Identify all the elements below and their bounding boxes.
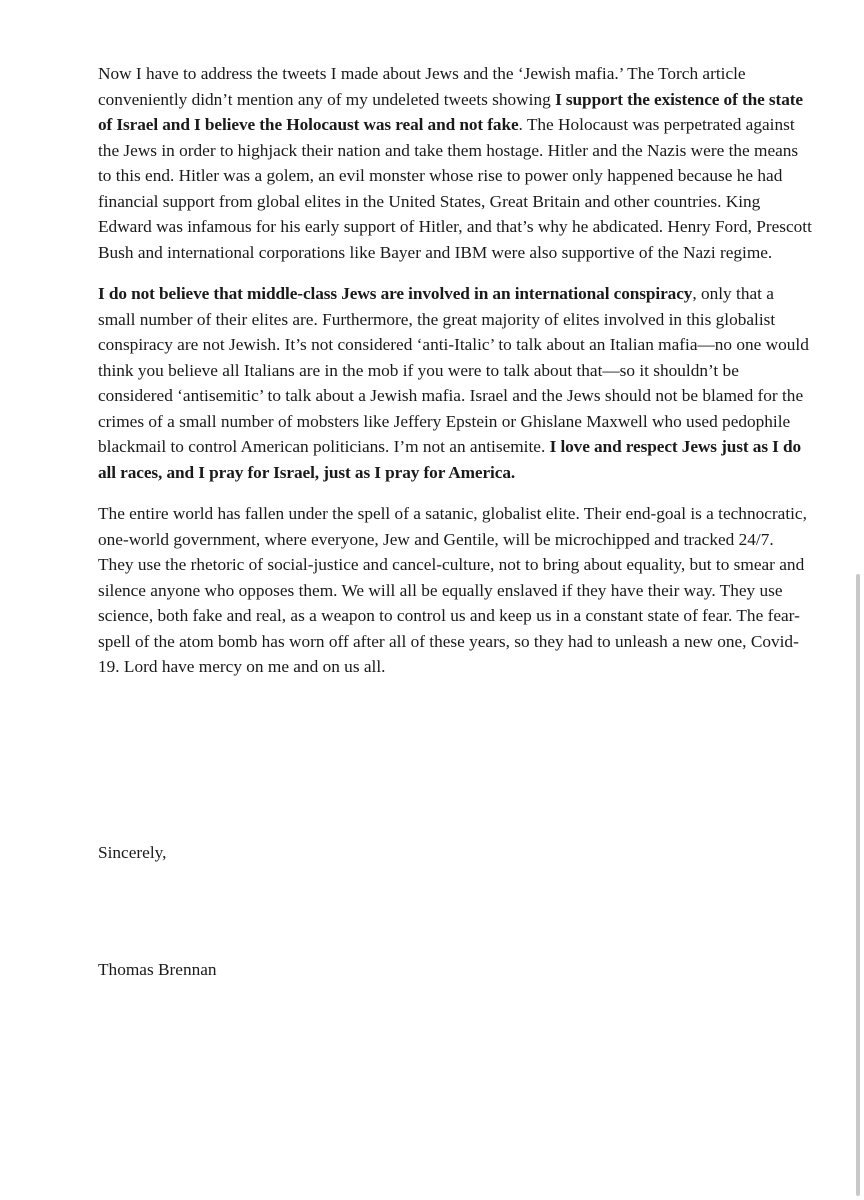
letter-body — [98, 61, 812, 696]
paragraph-1-text: Now I have to address the tweets I made about Jews and the ‘Jewish mafia.’ The Torch article conveniently didn’t mention any of my undeleted tweets showing — [98, 64, 746, 109]
paragraph-1-bold-statement: I support the existence of the state of Israel and I believe the Holocaust was real and not fake — [98, 89, 803, 134]
paragraph-3-text: The entire world has fallen under the spell of a satanic, globalist elite. Their end-goal is a technocratic, one-world government, where everyone, Jew and Gentile, will be microchipped and tracked 24/7. They use the rhetoric of social-justice and cancel-culture, not to bring about equality, but to smear and silence anyone who opposes them. We will all be equally enslaved if they have their way. They use science, both fake and real, as a weapon to control us and keep us in a constant state of fear. The fear-spell of the atom bomb has worn off after all of these years, so they had to unleash a new one, Covid-19. Lord have mercy on me and on us all. — [98, 504, 807, 676]
paragraph-globalist — [98, 501, 812, 680]
closing-salutation: Sincerely, — [98, 843, 167, 862]
paragraph-conspiracy — [98, 281, 812, 485]
paragraph-tweets — [98, 61, 812, 265]
paragraph-2-bold-opening: I do not believe that middle-class Jews are involved in an international conspiracy — [98, 284, 693, 303]
signature-name: Thomas Brennan — [98, 960, 217, 979]
paragraph-2-text: , only that a small number of their elites are. Furthermore, the great majority of elites involved in this globalist conspiracy are not Jewish. It’s not considered ‘anti-Italic’ to talk about an Italian mafia—no one would think you believe all Italians are in the mob if you were to talk about that—so it shouldn’t be considered ‘antisemitic’ to talk about a Jewish mafia. Israel and the Jews should not be blamed for the crimes of a small number of mobsters like Jeffery Epstein or Ghislane Maxwell who used pedophile blackmail to control American politicians. I’m not an antisemite. — [98, 284, 809, 456]
paragraph-2-bold-closing: I love and respect Jews just as I do all races, and I pray for Israel, just as I pray for America. — [98, 437, 802, 482]
scrollbar-thumb[interactable] — [856, 574, 860, 1196]
paragraph-1-text-cont: . The Holocaust was perpetrated against the Jews in order to highjack their nation and take them hostage. Hitler and the Nazis were the means to this end. Hitler was a golem, an evil monster whose rise to power only happened because he had financial support from global elites in the United States, Great Britain and other countries. King Edward was infamous for his early support of Hitler, and that’s why he abdicated. Henry Ford, Prescott Bush and international corporations like Bayer and IBM were also supportive of the Nazi regime. — [98, 115, 812, 262]
